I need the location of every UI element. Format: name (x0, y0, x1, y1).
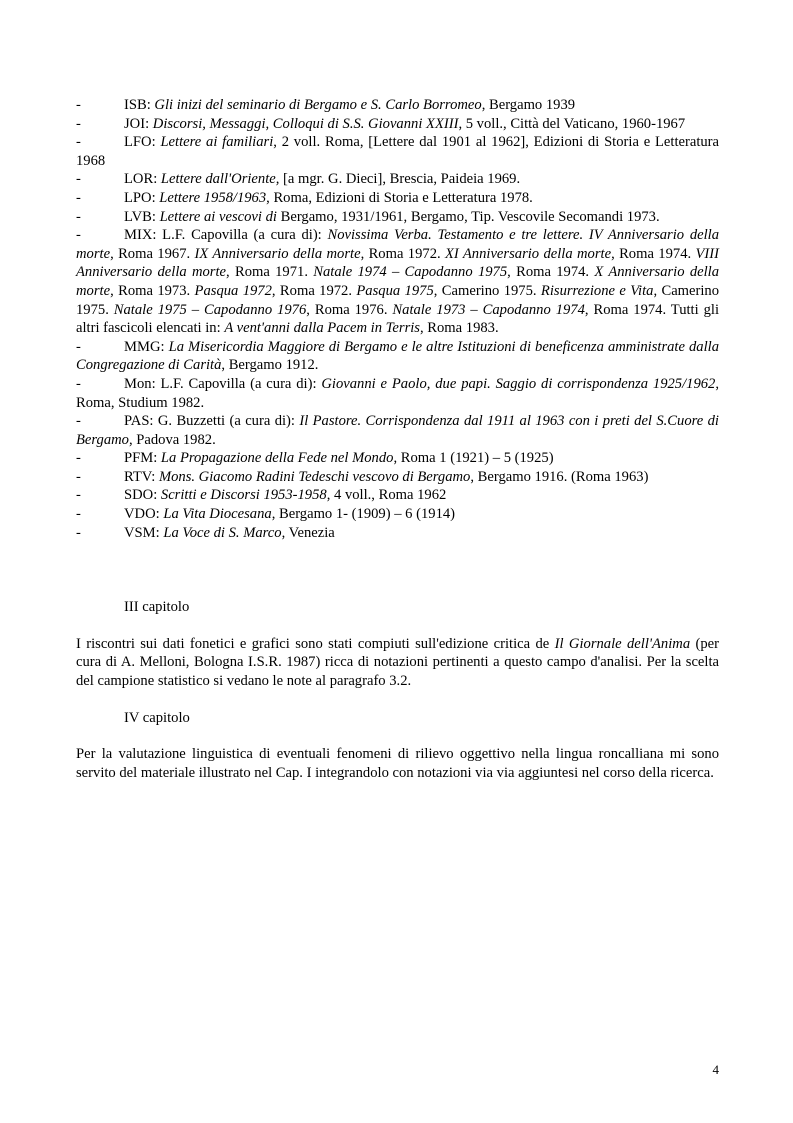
text-run: RTV: (124, 468, 159, 485)
italic-title: Lettere ai vescovi di (159, 208, 277, 225)
chapter-3-heading: III capitolo (124, 599, 190, 616)
italic-title: Scritti e Discorsi 1953-1958 (160, 487, 327, 504)
text-run: PAS: G. Buzzetti (a cura di): (124, 413, 300, 430)
text-run: ISB: (124, 97, 155, 113)
list-dash: - (76, 171, 81, 188)
list-dash: - (76, 227, 81, 244)
abbreviation-entry (76, 505, 719, 524)
italic-title: Natale 1973 – Capodanno 1974 (392, 301, 585, 318)
abbreviation-entry (76, 170, 719, 189)
page-number: 4 (712, 1062, 719, 1077)
text-run: , Roma 1972. (360, 245, 446, 262)
italic-title: A vent'anni dalla Pacem in Terris (224, 320, 420, 337)
text-run: Bergamo, 1931/1961, Bergamo, Tip. Vescovile Secomandi 1973. (276, 208, 660, 225)
italic-title: XI Anniversario della morte (445, 245, 612, 262)
text-run: , Camerino 1975. (76, 282, 720, 318)
text-run: , Roma 1974. (611, 245, 696, 262)
page-body (76, 96, 719, 782)
text-run: [a mgr. G. Dieci], Brescia, Paideia 1969. (279, 171, 521, 188)
list-dash: - (76, 189, 81, 206)
italic-title: Pasqua 1972 (194, 282, 272, 299)
text-run: (per cura di A. Melloni, Bologna I.S.R. 1987) ricca di notazioni pertinenti a questo campo d'analisi. Per la scelta del campione statistico si vedano le note al paragrafo 3.2. (76, 635, 719, 690)
list-dash: - (76, 524, 81, 541)
list-dash: - (76, 506, 81, 523)
italic-title: Natale 1974 – Capodanno 1975 (313, 264, 508, 281)
text-run: , Bergamo 1- (1909) – 6 (1914) (271, 506, 456, 523)
text-run: , Roma 1983. (419, 320, 499, 337)
italic-title: Lettere 1958/1963 (159, 189, 267, 206)
text-run: , Roma 1974. Tutti gli altri fascicoli elencati in: (76, 301, 720, 337)
text-run: , Roma 1973. (110, 282, 195, 299)
italic-title: VIII Anniversario della morte (76, 245, 720, 281)
abbreviation-entry (76, 412, 719, 449)
list-dash: - (76, 413, 81, 430)
abbreviation-entry (76, 96, 719, 115)
italic-title: Risurrezione e Vita (540, 282, 654, 299)
text-run: , Venezia (281, 524, 335, 541)
text-run: , Bergamo 1916. (Roma 1963) (470, 468, 649, 485)
abbreviation-entry (76, 208, 719, 227)
italic-title: La Propagazione della Fede nel Mondo (160, 450, 394, 467)
italic-title: Gli inizi del seminario di Bergamo e S. Carlo Borromeo (154, 97, 482, 113)
text-run: MIX: L.F. Capovilla (a cura di): (124, 227, 328, 244)
abbreviation-entry (76, 524, 719, 543)
text-run: VDO: (124, 506, 164, 523)
abbreviation-entry (76, 115, 719, 134)
text-run: VSM: (124, 524, 164, 541)
text-run: LFO: (124, 134, 161, 151)
list-dash: - (76, 134, 81, 151)
abbreviation-entry (76, 189, 719, 208)
italic-title: IX Anniversario della morte (194, 245, 361, 262)
list-dash: - (76, 468, 81, 485)
abbreviation-entry (76, 338, 719, 375)
italic-title: La Voce di S. Marco (163, 524, 282, 541)
text-run: , Roma 1976. (306, 301, 393, 318)
text-run: I riscontri sui dati fonetici e grafici sono stati compiuti sull'edizione critica de (76, 635, 555, 652)
abbreviation-entry (76, 375, 719, 412)
abbreviation-entry (76, 468, 719, 487)
italic-title: Lettere dall'Oriente, (160, 171, 280, 188)
text-run: LPO: (124, 189, 160, 206)
italic-title: La Vita Diocesana (163, 506, 272, 523)
abbreviation-list (76, 96, 719, 542)
italic-title: Discorsi, Messaggi, Colloqui di S.S. Giovanni XXIII (152, 115, 459, 132)
italic-title: Il Giornale dell'Anima (554, 635, 691, 652)
italic-title: Mons. Giacomo Radini Tedeschi vescovo di Bergamo (158, 468, 471, 485)
text-run: , Roma 1974. (507, 264, 595, 281)
text-run: , Roma, Studium 1982. (76, 375, 719, 411)
italic-title: Lettere ai familiari (160, 134, 274, 151)
text-run: , Camerino 1975. (433, 282, 541, 299)
text-run: Mon: L.F. Capovilla (a cura di): (124, 375, 322, 392)
text-run: , Bergamo 1912. (221, 357, 319, 374)
text-run: , Roma 1967. (110, 245, 195, 262)
text-run: , 2 voll. Roma, [Lettere dal 1901 al 1962], Edizioni di Storia e Letteratura 1968 (76, 134, 720, 169)
text-run: , Bergamo 1939 (481, 97, 576, 113)
italic-title: Natale 1975 – Capodanno 1976 (113, 301, 307, 318)
text-run: MMG: (124, 338, 169, 355)
italic-title: Il Pastore. Corrispondenza dal 1911 al 1963 con i preti del S.Cuore di Bergamo (76, 413, 719, 448)
text-run: JOI: (124, 115, 153, 132)
list-dash: - (76, 450, 81, 467)
list-dash: - (76, 375, 81, 392)
text-run: , 4 voll., Roma 1962 (326, 487, 447, 504)
list-dash: - (76, 115, 81, 132)
list-dash: - (76, 338, 81, 355)
italic-title: Giovanni e Paolo, due papi. Saggio di corrispondenza 1925/1962 (321, 375, 716, 392)
text-run: , Roma, Edizioni di Storia e Letteratura 1978. (266, 189, 533, 206)
abbreviation-entry (76, 449, 719, 468)
text-run: , Roma 1971. (226, 264, 314, 281)
italic-title: La Misericordia Maggiore di Bergamo e le altre Istituzioni di beneficenza amministrate dalla Congregazione di Carità (76, 338, 719, 374)
text-run: , Roma 1 (1921) – 5 (1925) (393, 450, 554, 467)
chapter-4-heading: IV capitolo (124, 709, 190, 726)
italic-title: Novissima Verba. Testamento e tre lettere. IV Anniversario della morte (76, 227, 720, 262)
abbreviation-entry (76, 226, 719, 338)
list-dash: - (76, 97, 81, 113)
chapter-3-paragraph (76, 635, 719, 691)
italic-title: Pasqua 1975 (356, 282, 434, 299)
list-dash: - (76, 487, 81, 504)
text-run: LOR: (124, 171, 161, 188)
abbreviation-entry (76, 133, 719, 170)
text-run: SDO: (124, 487, 161, 504)
text-run: , Roma 1972. (271, 282, 357, 299)
abbreviation-entry (76, 486, 719, 505)
text-run: , 5 voll., Città del Vaticano, 1960-1967 (458, 115, 686, 132)
italic-title: X Anniversario della morte (76, 264, 719, 299)
chapter-4-paragraph: Per la valutazione linguistica di eventuali fenomeni di rilievo oggettivo nella lingua roncalliana mi sono servito del materiale illustrato nel Cap. I integrandolo con notazioni via via aggiuntesi nel corso della ricerca. (76, 746, 719, 781)
list-dash: - (76, 208, 81, 225)
text-run: LVB: (124, 208, 160, 225)
text-run: PFM: (124, 450, 161, 467)
text-run: , Padova 1982. (128, 431, 216, 448)
